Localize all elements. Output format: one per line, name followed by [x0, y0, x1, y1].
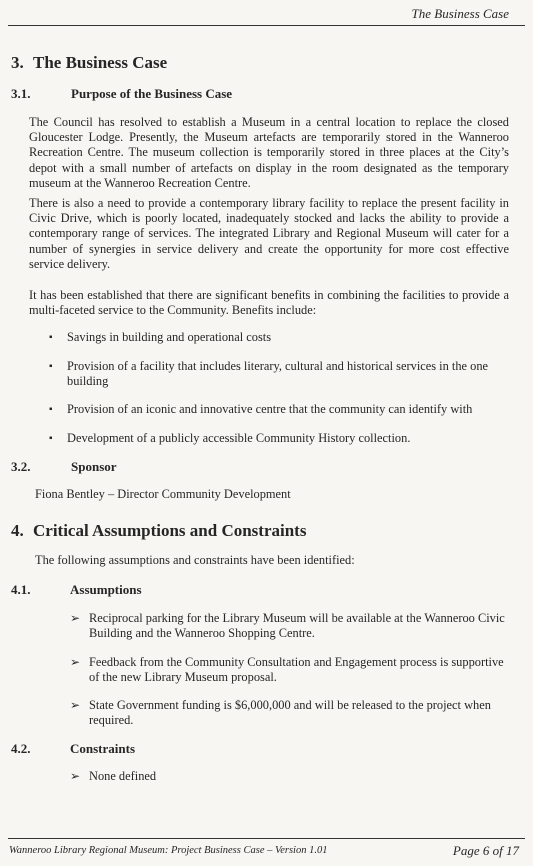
- paragraph-text: The Council has resolved to establish a Museum in a central location to replace the closed Gloucester Lodge. Presently, the Museum artefacts are temporarily stored in the Wanneroo Recreation Centre. The museum collection is temporarily stored in three places at the City’s depot with a small number of artefacts on display in the room designated as the temporary museum at the Wanneroo Recreation Centre.: [29, 115, 509, 190]
- square-bullet-icon: ▪: [49, 361, 53, 372]
- arrow-bullet-icon: ➢: [70, 655, 81, 669]
- footer-rule: [8, 838, 525, 839]
- running-header: The Business Case: [411, 6, 509, 21]
- section-4-heading: [11, 521, 306, 541]
- list-item: [49, 330, 505, 345]
- header-rule: [8, 25, 525, 26]
- list-item-text: Feedback from the Community Consultation and Engagement process is supportive of the new Library Museum proposal.: [89, 655, 504, 685]
- subsection-title: Purpose of the Business Case: [71, 86, 233, 101]
- intro-text: The following assumptions and constraints have been identified:: [35, 553, 355, 567]
- list-item: [49, 431, 505, 446]
- paragraph-purpose-3: [29, 288, 509, 318]
- section-3-heading: [11, 53, 167, 73]
- list-item: [70, 698, 510, 728]
- section-title: Critical Assumptions and Constraints: [33, 521, 307, 540]
- square-bullet-icon: ▪: [49, 404, 53, 415]
- subsection-title: Sponsor: [71, 459, 117, 474]
- subsection-number: 3.2.: [11, 459, 31, 474]
- section-title: The Business Case: [33, 53, 168, 72]
- list-item-text: Provision of a facility that includes literary, cultural and historical services in the one building: [67, 359, 489, 389]
- section-number: 4.: [11, 521, 24, 540]
- subsection-4-1-heading: [11, 582, 411, 598]
- list-item-text: Development of a publicly accessible Community History collection.: [67, 431, 411, 445]
- page-number: Page 6 of 17: [452, 843, 519, 858]
- list-item: [49, 359, 505, 389]
- subsection-title: Assumptions: [70, 582, 142, 597]
- list-item-text: Reciprocal parking for the Library Museum will be available at the Wanneroo Civic Building and the Wanneroo Shopping Centre.: [89, 611, 505, 641]
- paragraph-text: There is also a need to provide a contemporary library facility to replace the present facility in Civic Drive, which is poorly located, inadequately stocked and lacks the ability to provide a contemporary range of services. The integrated Library and Regional Museum will cater for a number of synergies in service delivery and create the opportunity for more cost effective service delivery.: [29, 196, 509, 271]
- subsection-number: 3.1.: [11, 86, 31, 101]
- section-4-intro: [35, 553, 495, 568]
- arrow-bullet-icon: ➢: [70, 769, 81, 783]
- subsection-title: Constraints: [70, 741, 136, 756]
- list-item-text: State Government funding is $6,000,000 and will be released to the project when required.: [89, 698, 491, 728]
- paragraph-text: It has been established that there are significant benefits in combining the facilities to provide a multi-faceted service to the Community. Benefits include:: [29, 288, 509, 318]
- list-item: [70, 655, 510, 685]
- section-number: 3.: [11, 53, 24, 72]
- paragraph-purpose-1: [29, 115, 509, 191]
- list-item-text: Savings in building and operational costs: [67, 330, 272, 344]
- footer-document-title: Wanneroo Library Regional Museum: Project Business Case – Version 1.01: [9, 845, 328, 856]
- arrow-bullet-icon: ➢: [70, 698, 81, 712]
- list-item: [49, 402, 505, 417]
- list-item: [70, 611, 510, 641]
- subsection-3-2-heading: [11, 459, 411, 475]
- list-item: [70, 769, 510, 784]
- list-item-text: None defined: [89, 769, 157, 783]
- subsection-4-2-heading: [11, 741, 411, 757]
- subsection-number: 4.1.: [11, 582, 31, 597]
- paragraph-purpose-2: [29, 196, 509, 272]
- arrow-bullet-icon: ➢: [70, 611, 81, 625]
- subsection-3-1-heading: [11, 86, 411, 102]
- list-item-text: Provision of an iconic and innovative centre that the community can identify with: [67, 402, 473, 416]
- square-bullet-icon: ▪: [49, 433, 53, 444]
- square-bullet-icon: ▪: [49, 332, 53, 343]
- sponsor-line: [35, 487, 495, 502]
- sponsor-text: Fiona Bentley – Director Community Development: [35, 487, 291, 501]
- subsection-number: 4.2.: [11, 741, 31, 756]
